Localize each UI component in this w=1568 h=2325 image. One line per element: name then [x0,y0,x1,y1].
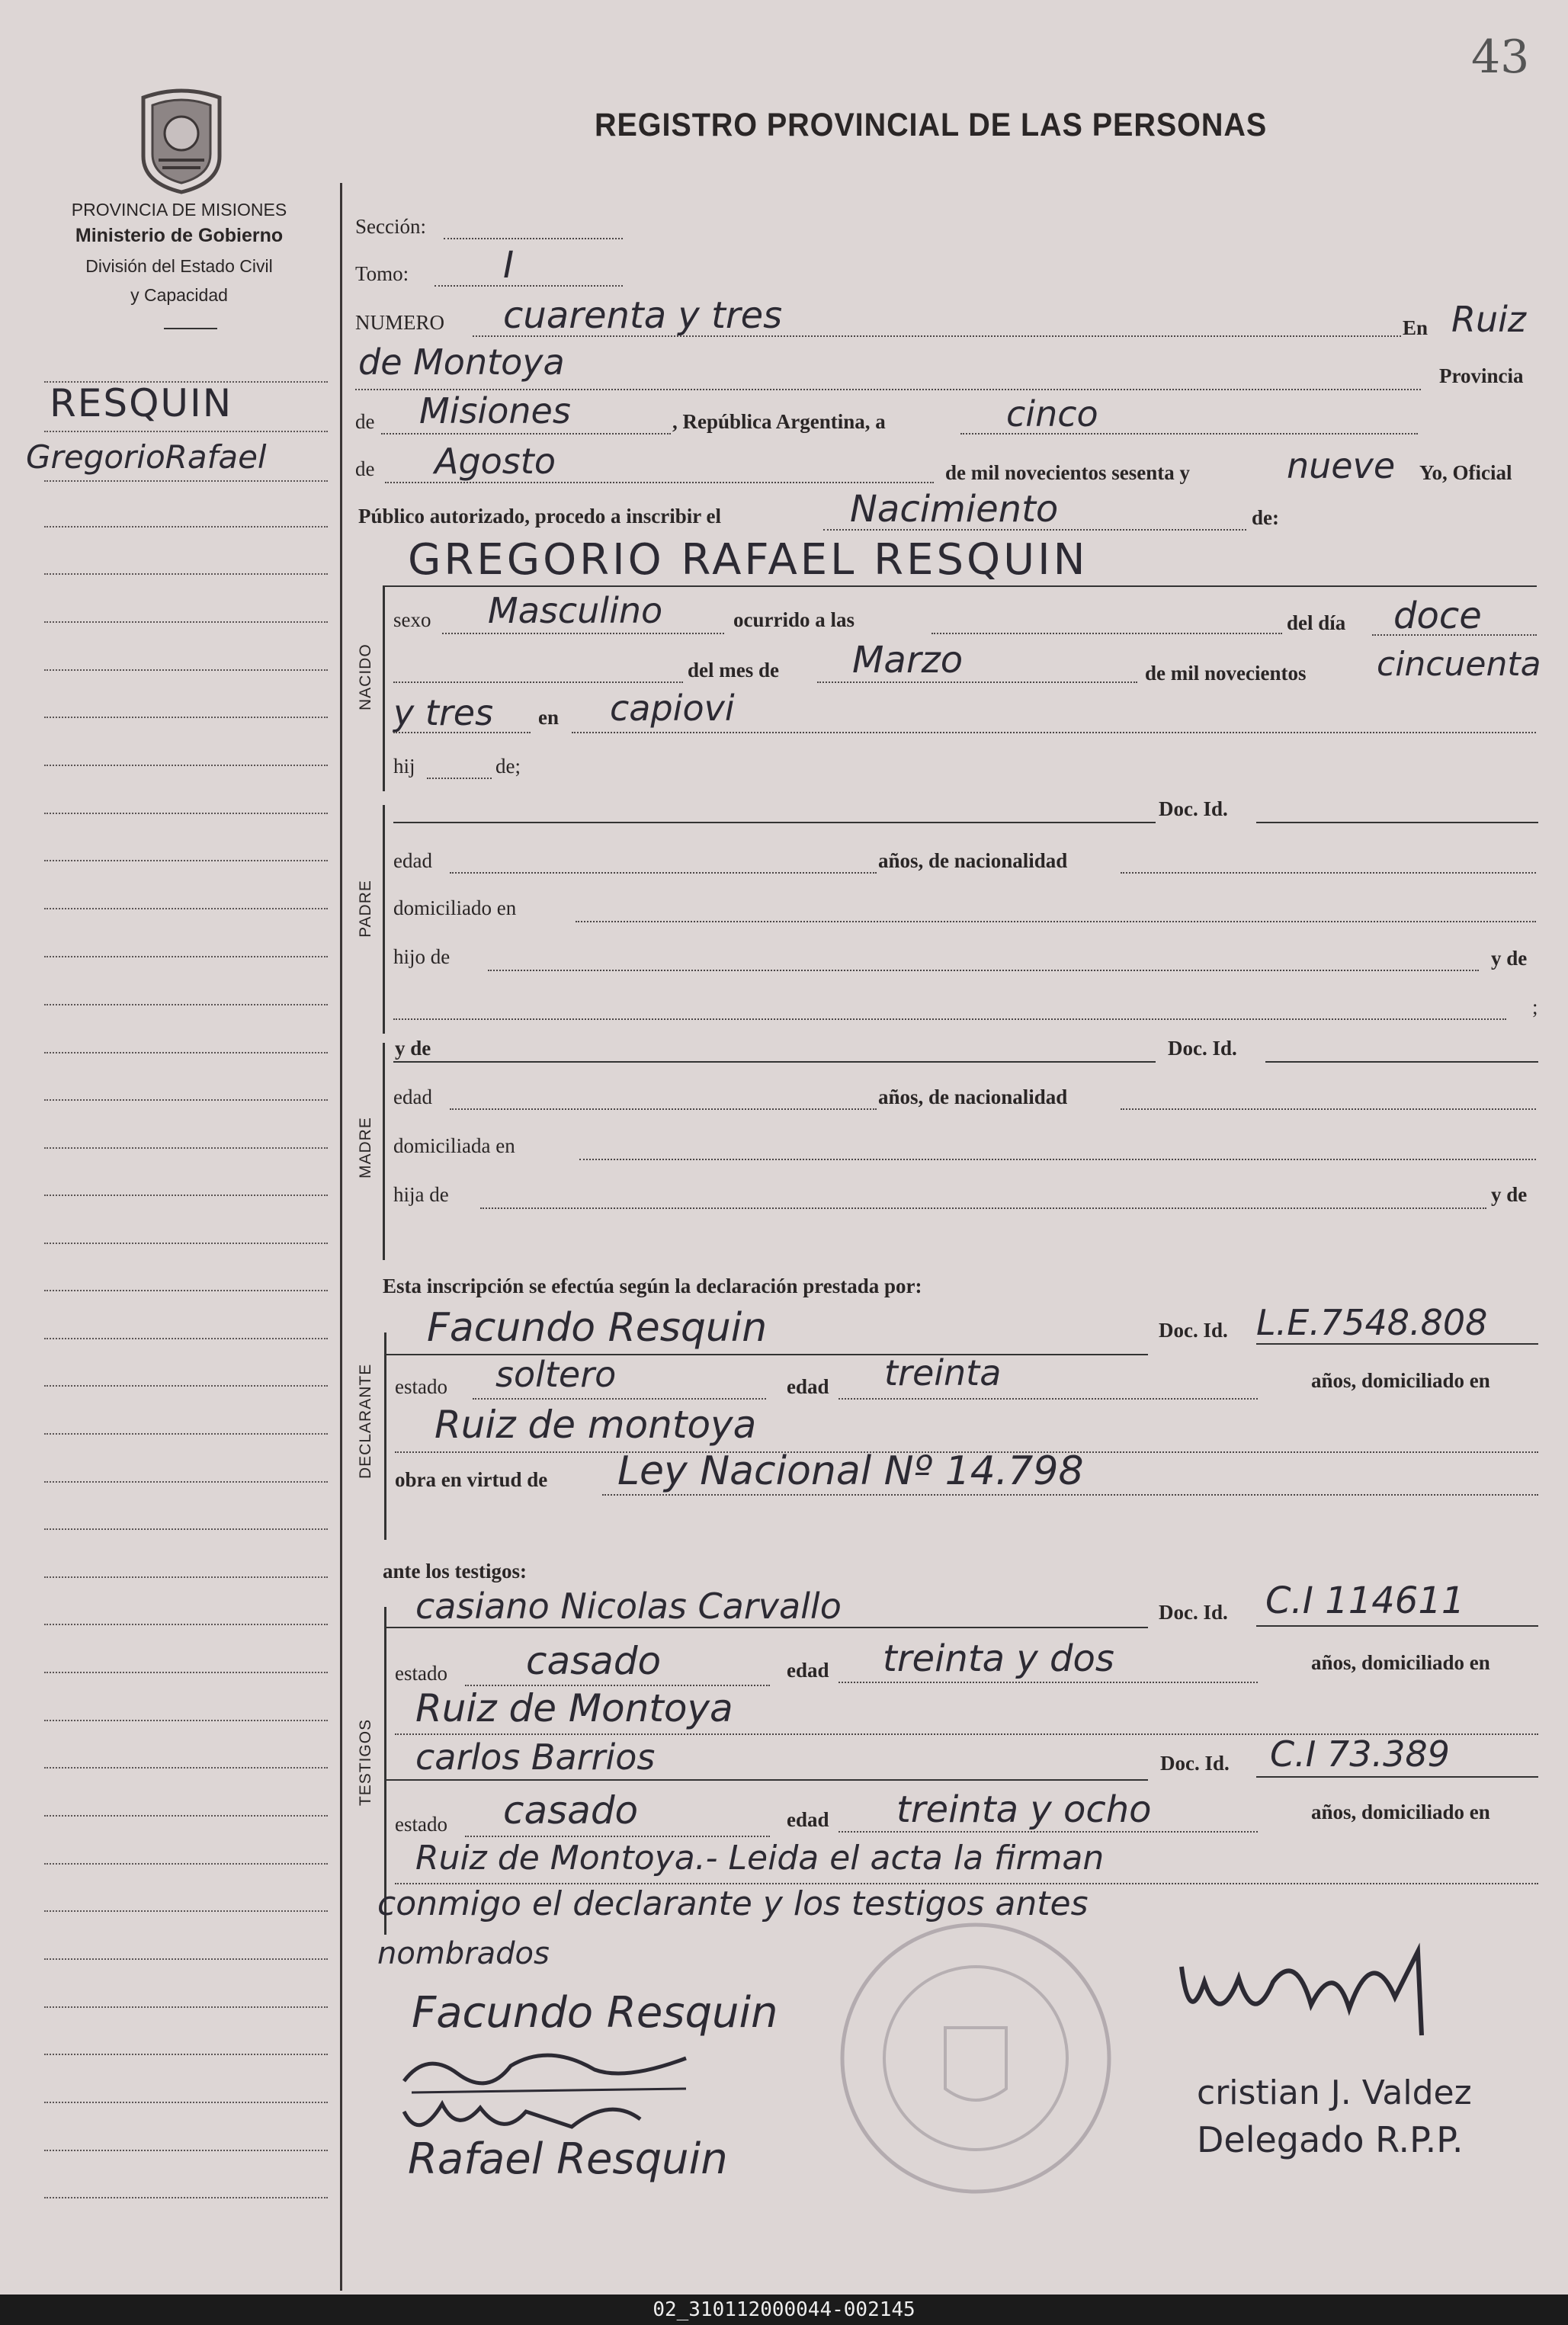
rule-padre-name [393,822,1156,823]
field-declarante-dom: Ruiz de montoya [434,1403,757,1447]
bracket-padre [383,805,385,1034]
line-padre-edad [450,872,877,874]
rule-madre-doc [1265,1061,1538,1063]
field-day: cinco [1006,393,1098,435]
signature-rafael: Rafael Resquin [408,2134,728,2184]
margin-given-names: GregorioRafael [26,438,267,476]
line-padre-dom [576,921,1536,922]
rule-testigo1 [386,1627,1148,1628]
field-testigo1-dom: Ruiz de Montoya [415,1686,733,1730]
field-tomo: I [503,244,515,287]
line-declarante-estado [473,1398,766,1400]
label-de-mil-nov: de mil novecientos [1145,662,1307,685]
label-ante: ante los testigos: [383,1560,527,1583]
field-testigo2-name: carlos Barrios [415,1737,656,1778]
field-birth-month: Marzo [852,639,964,681]
rule-testigo2 [386,1779,1148,1781]
line-hora [932,633,1282,634]
line-obra [602,1494,1538,1496]
line-declarante-edad [839,1398,1258,1400]
section-label-padre: PADRE [357,880,374,938]
field-testigo2-dom: Ruiz de Montoya.- Leida el acta la firman [415,1839,1105,1878]
line-padre-yde [393,1018,1506,1020]
label-testigo2-estado: estado [395,1813,447,1836]
label-testigo2-dom: años, domiciliado en [1311,1801,1490,1823]
label-en-lc: en [538,706,559,729]
field-place: Ruiz [1451,299,1527,340]
label-tomo: Tomo: [355,262,409,285]
official-stamp-icon [831,1913,1121,2203]
closing-line-1: conmigo el declarante y los testigos antes [377,1884,1089,1923]
field-testigo2-estado: casado [503,1788,639,1833]
label-del-mes: del mes de [688,659,779,681]
rule-padre-doc [1256,822,1538,823]
label-sexo: sexo [393,608,431,631]
label-inscripcion: Esta inscripción se efectúa según la declaración prestada por: [383,1275,922,1297]
line-madre-dom [579,1159,1536,1160]
field-testigo1-estado: casado [526,1639,662,1683]
provincial-seal-icon [128,84,235,194]
rule-testigo1-doc [1256,1625,1538,1627]
section-label-nacido: NACIDO [357,643,374,710]
field-testigo1-edad: treinta y dos [883,1637,1114,1680]
field-birth-year-b: y tres [393,692,494,733]
label-numero: NUMERO [355,311,445,334]
line-madre-hija [480,1207,1486,1209]
line-padre-nac [1121,872,1536,874]
field-month: Agosto [434,441,556,482]
label-testigo2-edad: edad [787,1808,829,1831]
label-padre-dom: domiciliado en [393,896,517,919]
bracket-declarante [384,1332,386,1540]
closing-line-2: nombrados [377,1936,550,1971]
line-hij [427,778,492,779]
rule-madre-name [393,1061,1156,1063]
label-madre-dom: domiciliada en [393,1134,515,1157]
label-madre-hija: hija de [393,1183,449,1206]
label-seccion: Sección: [355,215,426,238]
field-testigo2-doc: C.I 73.389 [1270,1733,1450,1775]
bracket-nacido [383,585,385,791]
office-line-4: y Capacidad [130,285,228,305]
field-declarante-doc: L.E.7548.808 [1256,1302,1488,1343]
label-obra: obra en virtud de [395,1468,548,1491]
field-year-unit: nueve [1287,445,1396,486]
field-place-2: de Montoya [358,342,565,383]
rule-declarante-doc [1256,1343,1538,1345]
label-declarante-estado: estado [395,1375,447,1398]
section-label-testigos: TESTIGOS [357,1718,374,1807]
line-madre-edad [450,1108,877,1110]
field-ley: Ley Nacional Nº 14.798 [617,1448,1084,1494]
label-de-month: de [355,457,375,480]
label-ocurrido: ocurrido a las [733,608,855,631]
line-madre-nac [1121,1108,1536,1110]
field-declarante: Facundo Resquin [427,1305,768,1351]
label-declarante-doc: Doc. Id. [1159,1319,1228,1342]
office-line-3: División del Estado Civil [85,256,273,276]
label-republica: , República Argentina, a [672,410,886,433]
line-provincia [381,433,671,435]
field-birth-year-a: cincuenta [1377,645,1541,684]
signature-official-icon [1166,1936,1441,2043]
header-rule [164,328,217,329]
field-testigo1-doc: C.I 114611 [1265,1579,1465,1622]
label-madre-doc: Doc. Id. [1168,1037,1237,1060]
label-padre-hijo: hijo de [393,945,451,968]
label-hij: hij [393,755,415,778]
label-padre-edad: edad [393,849,432,872]
field-acto: Nacimiento [850,488,1059,531]
field-birth-place: capiovi [610,688,735,729]
line-month [385,482,934,483]
field-testigo1-name: casiano Nicolas Carvallo [415,1586,842,1627]
line-testigo2-edad [839,1831,1258,1833]
field-name: GREGORIO RAFAEL RESQUIN [408,535,1089,585]
label-declarante-dom: años, domiciliado en [1311,1369,1490,1392]
line-seccion [444,238,623,239]
label-de-prov: de [355,410,375,433]
official-title: Delegado R.P.P. [1197,2119,1464,2160]
office-line-2: Ministerio de Gobierno [75,225,284,246]
label-testigo2-doc: Doc. Id. [1160,1752,1230,1775]
section-label-madre: MADRE [357,1117,374,1179]
line-sexo [442,633,724,634]
field-numero: cuarenta y tres [503,294,783,337]
label-padre-semicolon: ; [1532,996,1538,1018]
margin-rule [340,183,342,2291]
field-sexo: Masculino [488,590,663,631]
label-padre-yde: y de [1491,947,1528,970]
line-tomo [434,285,623,287]
line-year-b [393,732,531,733]
section-label-declarante: DECLARANTE [357,1363,374,1479]
field-birth-day: doce [1393,595,1482,637]
image-id-footer: 02_310112000044-002145 [0,2295,1568,2325]
label-testigo1-edad: edad [787,1659,829,1682]
label-provincia: Provincia [1439,364,1524,387]
field-declarante-edad: treinta [884,1352,1002,1393]
signature-declarante: Facundo Resquin [412,1988,778,2038]
line-testigo1-edad [839,1682,1258,1683]
label-declarante-edad: edad [787,1375,829,1398]
label-del-dia: del día [1287,611,1346,634]
label-madre-yde: y de [395,1037,431,1060]
line-birth-place [572,732,1536,733]
margin-surname: RESQUIN [50,381,233,425]
office-line-1: PROVINCIA DE MISIONES [71,200,287,220]
page-title: REGISTRO PROVINCIAL DE LAS PERSONAS [595,107,1268,143]
line-padre-hijo [488,970,1479,971]
label-en: En [1403,316,1429,339]
label-madre-edad: edad [393,1086,432,1108]
label-de-semi: de; [495,755,521,778]
label-de-mil: de mil novecientos sesenta y [945,461,1190,484]
bracket-madre [383,1043,385,1260]
label-testigo1-doc: Doc. Id. [1159,1601,1228,1624]
line-birth-dayb [393,681,683,683]
official-name: cristian J. Valdez [1197,2073,1472,2112]
label-publico: Público autorizado, procedo a inscribir el [358,505,721,528]
line-testigo2-estado [465,1836,770,1837]
field-testigo2-edad: treinta y ocho [896,1788,1152,1831]
label-de-colon: de: [1252,506,1279,529]
rule-nacido-top [384,585,1537,587]
label-madre-nac: años, de nacionalidad [878,1086,1068,1108]
label-padre-doc: Doc. Id. [1159,797,1228,820]
field-declarante-estado: soltero [495,1354,617,1395]
line-birth-month [817,681,1137,683]
page-number: 43 [1471,30,1530,84]
label-yo-oficial: Yo, Oficial [1419,461,1512,484]
field-provincia: Misiones [419,390,571,431]
label-testigo1-estado: estado [395,1662,447,1685]
label-padre-nac: años, de nacionalidad [878,849,1068,872]
rule-testigo2-doc [1256,1776,1538,1778]
label-testigo1-dom: años, domiciliado en [1311,1651,1490,1674]
label-madre-yde2: y de [1491,1183,1528,1206]
